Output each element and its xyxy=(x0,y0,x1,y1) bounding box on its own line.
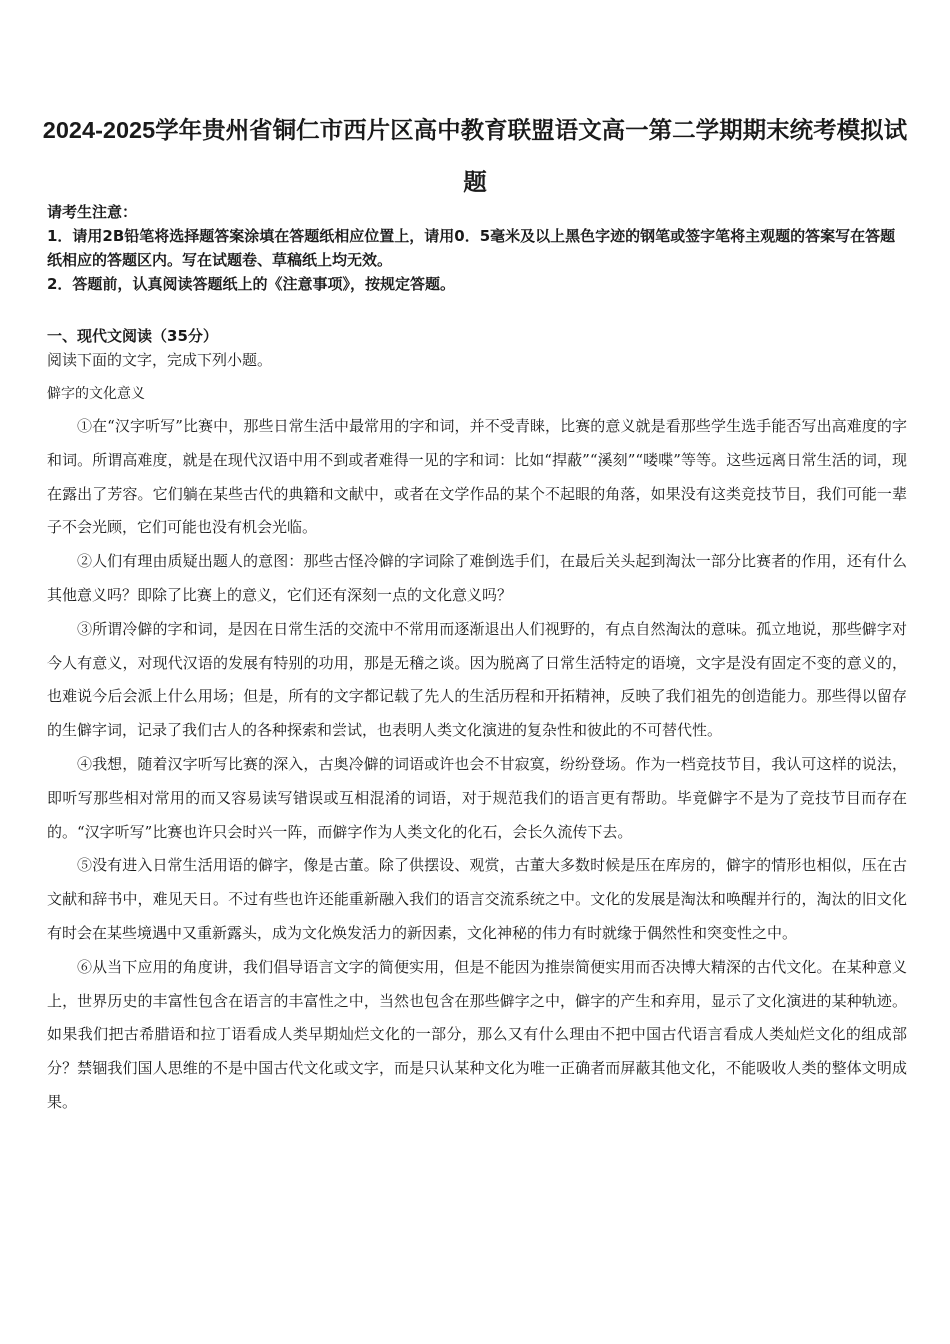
section-instruction: 阅读下面的文字，完成下列小题。 xyxy=(47,351,273,369)
notice-heading: 请考生注意： xyxy=(47,203,138,221)
paragraph-1: ①在“汉字听写”比赛中，那些日常生活中最常用的字和词，并不受青睐，比赛的意义就是看那些学生选手能否写出高难度的字和词。所谓高难度，就是在现代汉语中用不到或者难得一见的字和词：比如“捍蔽”“溪刻”“喽喋”等等。这些远离日常生活的词，现在露出了芳容。它们躺在某些古代的典籍和文献中，或者在文学作品的某个不起眼的角落，如果没有这类竞技节目，我们可能一辈子不会光顾，它们可能也没有机会光临。 xyxy=(47,417,907,537)
article-body xyxy=(47,410,907,1120)
paragraph-2: ②人们有理由质疑出题人的意图：那些古怪冷僻的字词除了难倒选手们，在最后关头起到淘汰一部分比赛者的作用，还有什么其他意义吗？即除了比赛上的意义，它们还有深刻一点的文化意义吗？ xyxy=(47,552,907,604)
notice-item-2: 2．答题前，认真阅读答题纸上的《注意事项》，按规定答题。 xyxy=(47,275,455,293)
paragraph-5: ⑤没有进入日常生活用语的僻字，像是古董。除了供摆设、观赏，古董大多数时候是压在库房的，僻字的情形也相似，压在古文献和辞书中，难见天日。不过有些也许还能重新融入我们的语言交流系统之中。文化的发展是淘汰和唤醒并行的，淘汰的旧文化有时会在某些境遇中又重新露头，成为文化焕发活力的新因素，文化神秘的伟力有时就缘于偶然性和突变性之中。 xyxy=(47,856,907,942)
page-title: 2024-2025学年贵州省铜仁市西片区高中教育联盟语文高一第二学期期末统考模拟试题 xyxy=(42,117,908,195)
paragraph-4: ④我想，随着汉字听写比赛的深入，古奥冷僻的词语或许也会不甘寂寞，纷纷登场。作为一档竞技节目，我认可这样的说法，即听写那些相对常用的而又容易读写错误或互相混淆的词语，对于规范我们的语言更有帮助。毕竟僻字不是为了竞技节目而存在的。“汉字听写”比赛也许只会时兴一阵，而僻字作为人类文化的化石，会长久流传下去。 xyxy=(47,754,907,841)
paragraph-3: ③所谓冷僻的字和词，是因在日常生活的交流中不常用而逐渐退出人们视野的，有点自然淘汰的意味。孤立地说，那些僻字对今人有意义，对现代汉语的发展有特别的功用，那是无稽之谈。因为脱离了日常生活特定的语境，文字是没有固定不变的意义的，也难说今后会派上什么用场；但是，所有的文字都记载了先人的生活历程和开拓精神，反映了我们祖先的创造能力。那些得以留存的生僻字词，记录了我们古人的各种探索和尝试，也表明人类文化演进的复杂性和彼此的不可替代性。 xyxy=(47,619,907,740)
paragraph-6: ⑥从当下应用的角度讲，我们倡导语言文字的简便实用，但是不能因为推崇简便实用而否决博大精深的古代文化。在某种意义上，世界历史的丰富性包含在语言的丰富性之中，当然也包含在那些僻字之中，僻字的产生和弃用，显示了文化演进的某种轨迹。如果我们把古希腊语和拉丁语看成人类早期灿烂文化的一部分，那么又有什么理由不把中国古代语言看成人类灿烂文化的组成部分？禁锢我们国人思维的不是中国古代文化或文字，而是只认某种文化为唯一正确者而屏蔽其他文化，不能吸收人类的整体文明成果。 xyxy=(47,957,907,1111)
notice-item-1: 1．请用2B铅笔将选择题答案涂填在答题纸相应位置上，请用0．5毫米及以上黑色字迹的钢笔或签字笔将主观题的答案写在答题纸相应的答题区内。写在试题卷、草稿纸上均无效。 xyxy=(47,227,896,269)
notice-block xyxy=(47,200,907,296)
article-title: 僻字的文化意义 xyxy=(47,386,145,402)
section-heading: 一、现代文阅读（35分） xyxy=(47,327,218,345)
